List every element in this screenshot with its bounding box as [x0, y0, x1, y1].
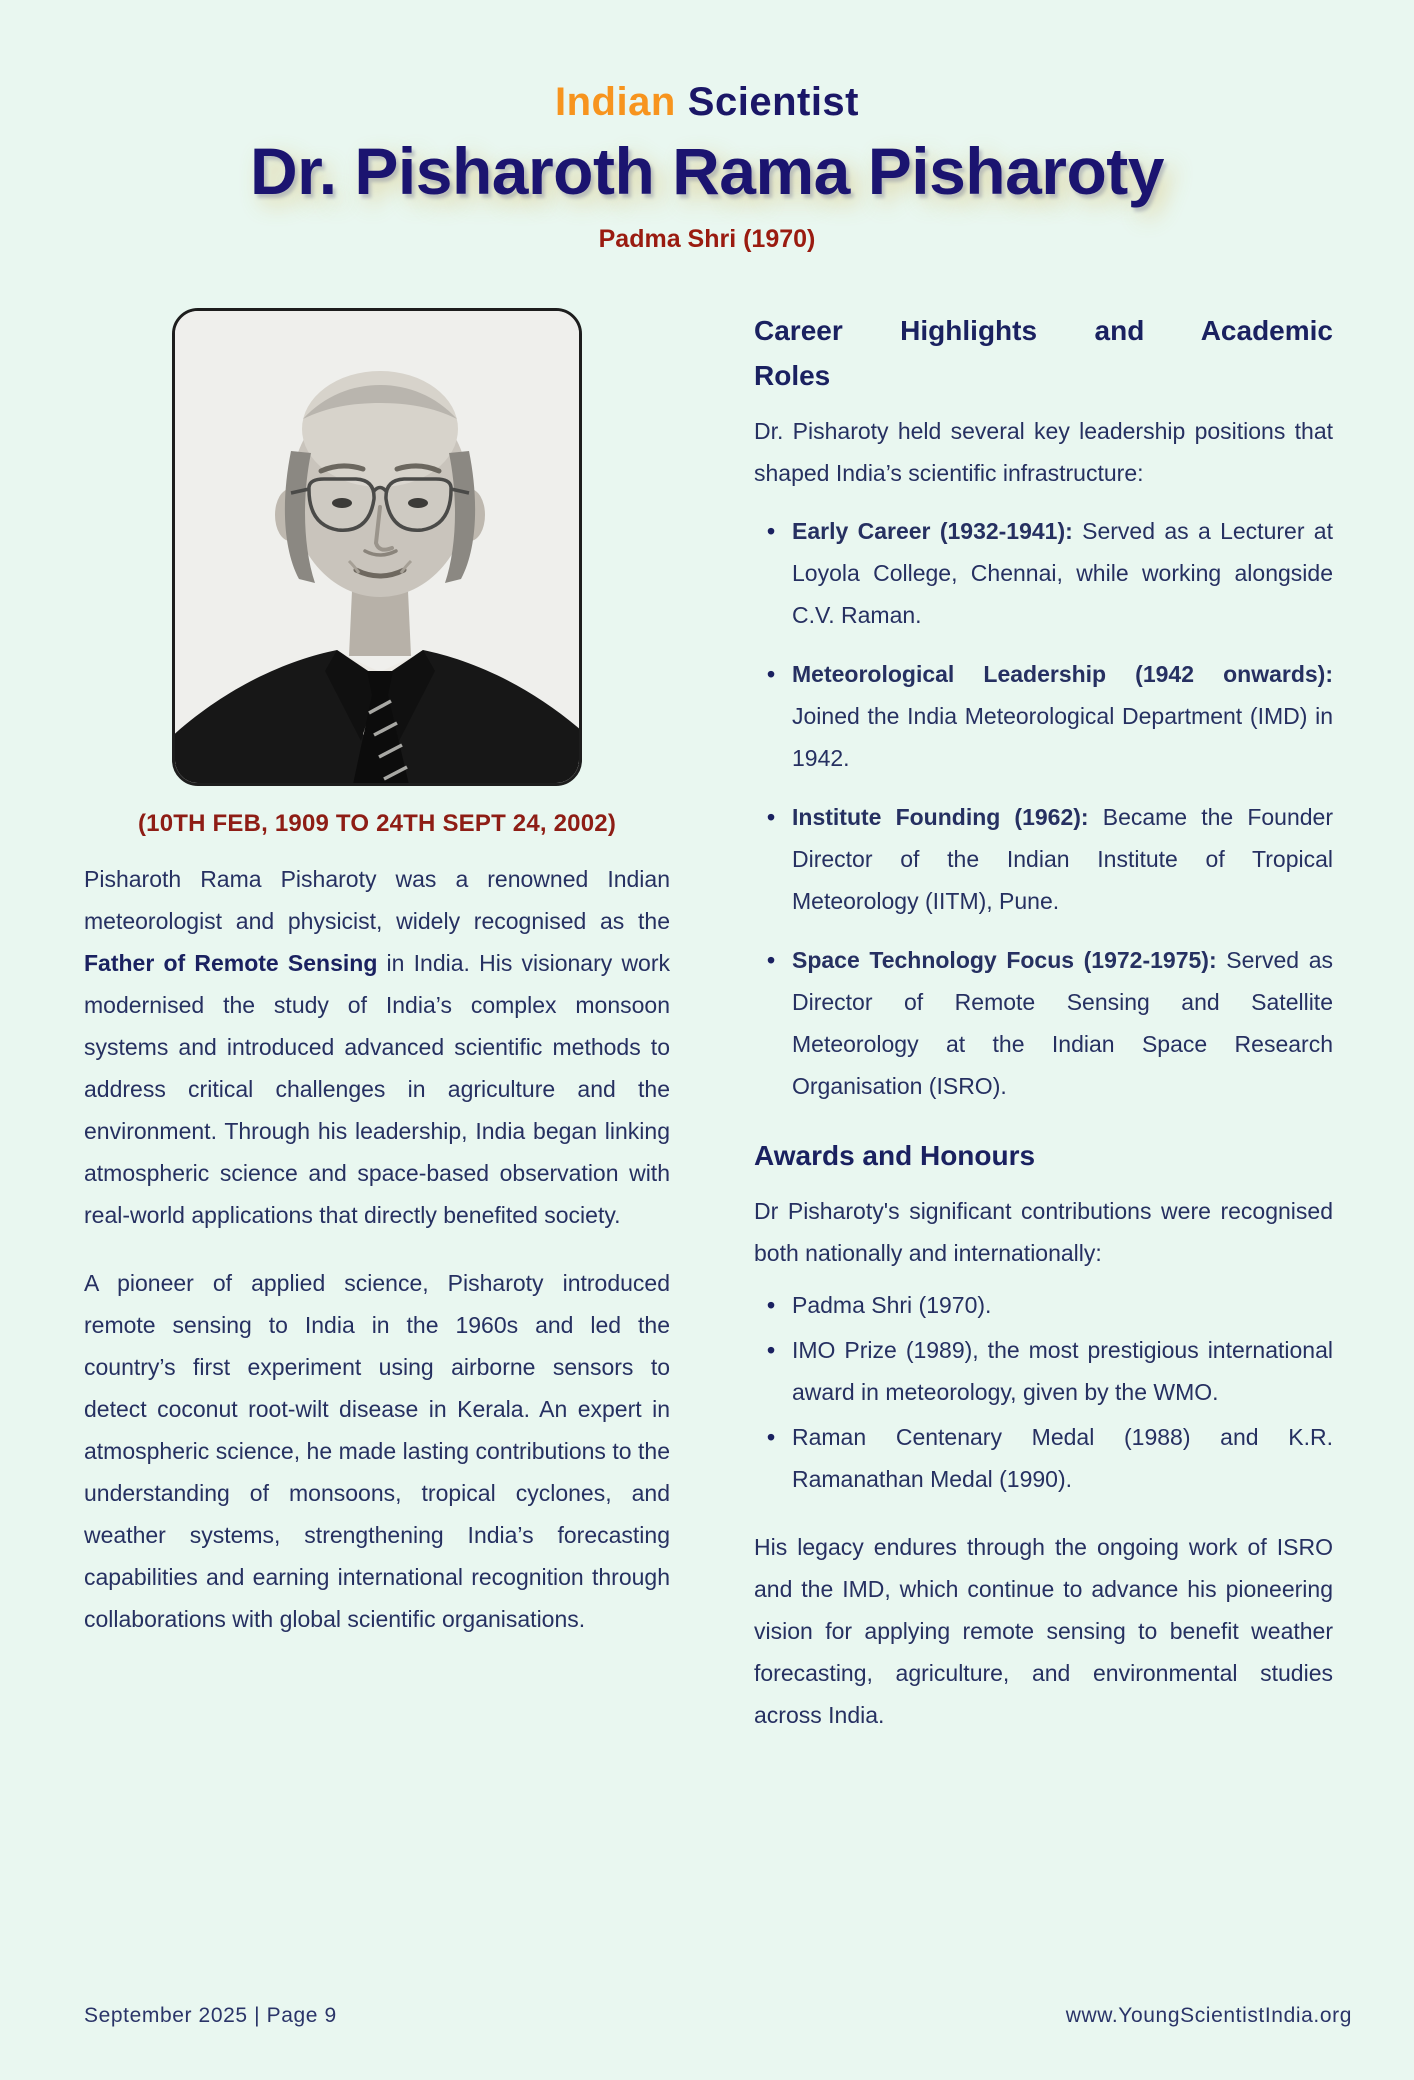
portrait-photo: [172, 308, 582, 786]
legacy-paragraph: His legacy endures through the ongoing work of ISRO and the IMD, which continue to advance his pioneering vision for applying remote sensing to benefit weather forecasting, agriculture, and environmental studies across India.: [754, 1534, 1333, 1728]
photo-caption: (10TH FEB, 1909 TO 24TH SEPT 24, 2002): [137, 810, 617, 837]
awards-section-heading: Awards and Honours: [754, 1140, 1036, 1171]
career-bullet-meteorological-leadership: • Meteorological Leadership (1942 onwards): Joined the India Meteorological Department (IMD) in 1942.: [792, 653, 1333, 779]
two-column-layout: [84, 308, 1333, 1736]
award-subtitle: Padma Shri (1970): [598, 225, 816, 253]
award-bullet-padma-shri: • Padma Shri (1970).: [792, 1284, 1333, 1326]
portrait-illustration: [175, 311, 582, 786]
career-bullet-list: [754, 510, 1333, 1107]
page-footer: [84, 2004, 1352, 2028]
career-bullet-space-technology: • Space Technology Focus (1972-1975): Served as Director of Remote Sensing and Satellite Meteorology at the Indian Space Research Organisation (ISRO).: [792, 939, 1333, 1107]
awards-intro: Dr Pisharoty's significant contributions were recognised both nationally and internationally:: [754, 1198, 1333, 1266]
page-root: [0, 80, 1414, 2027]
career-heading-line2: Roles: [754, 360, 831, 391]
bio-paragraph-1: [84, 858, 670, 1236]
career-bullet-early-career: • Early Career (1932-1941): Served as a Lecturer at Loyola College, Chennai, while working alongside C.V. Raman.: [792, 510, 1333, 636]
footer-date-page: September 2025 | Page 9: [84, 2004, 337, 2027]
footer-website: www.YoungScientistIndia.org: [1065, 2004, 1352, 2027]
magazine-eyebrow: [0, 80, 1414, 125]
awards-bullet-list: [754, 1284, 1333, 1500]
page-title: Dr. Pisharoth Rama Pisharoty: [250, 134, 1164, 208]
career-section-heading: [754, 308, 1333, 398]
career-intro: Dr. Pisharoty held several key leadership positions that shaped India’s scientific infrastructure:: [754, 418, 1333, 486]
right-column: [754, 308, 1333, 1736]
father-of-remote-sensing-bold: Father of Remote Sensing: [84, 950, 378, 976]
bio-paragraph-2: A pioneer of applied science, Pisharoty introduced remote sensing to India in the 1960s and led the country’s first experiment using airborne sensors to detect coconut root-wilt disease in Kerala. An expert in atmospheric science, he made lasting contributions to the understanding of monsoons, tropical cyclones, and weather systems, strengthening India’s forecasting capabilities and earning international recognition through collaborations with global scientific organisations.: [84, 1270, 670, 1632]
bio-paragraph-1-continued: in India. His visionary work modernised the study of India’s complex monsoon systems and introduced advanced scientific methods to address critical challenges in agriculture and the environment. Through his leadership, India began linking atmospheric science and space-based observation with real-world applications that directly benefited society.: [84, 950, 670, 1228]
career-bullet-institute-founding: • Institute Founding (1962): Became the Founder Director of the Indian Institute of Tropical Meteorology (IITM), Pune.: [792, 796, 1333, 922]
award-bullet-imo-prize: • IMO Prize (1989), the most prestigious international award in meteorology, given by the WMO.: [792, 1329, 1333, 1413]
career-heading-line1: Career Highlights and Academic: [754, 315, 1333, 346]
award-bullet-raman-medal: • Raman Centenary Medal (1988) and K.R. Ramanathan Medal (1990).: [792, 1416, 1333, 1500]
left-column: [84, 308, 670, 1736]
eyebrow-word-scientist: Scientist: [687, 80, 859, 124]
bio-paragraph-1-text: Pisharoth Rama Pisharoty was a renowned Indian meteorologist and physicist, widely recognised as the: [84, 866, 670, 934]
eyebrow-word-indian: Indian: [555, 80, 676, 124]
